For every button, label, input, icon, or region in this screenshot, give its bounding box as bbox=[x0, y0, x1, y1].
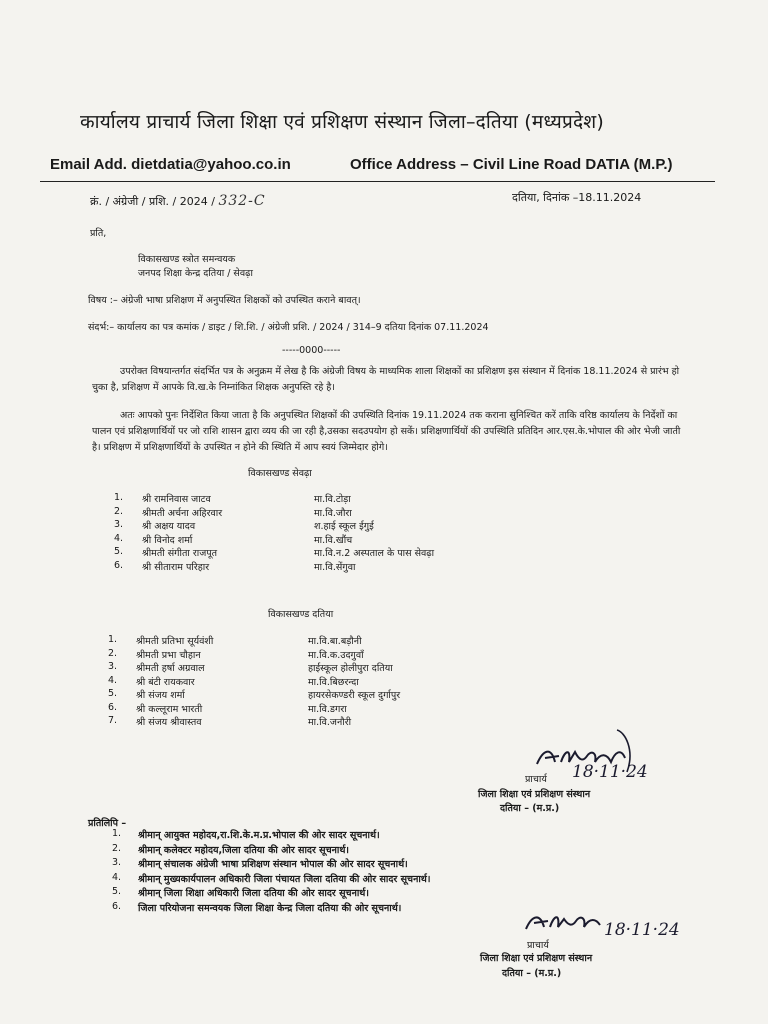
teacher-row bbox=[108, 634, 528, 648]
letter-date: दतिया, दिनांक –18.11.2024 bbox=[512, 191, 642, 204]
copy-row bbox=[90, 843, 550, 858]
teacher-number: 2. bbox=[108, 647, 118, 659]
teacher-number: 6. bbox=[114, 559, 124, 571]
copy-recipient: जिला परियोजना समन्वयक जिला शिक्षा केन्द्र जिला दतिया की ओर सूचनार्थ। bbox=[138, 902, 402, 914]
teacher-name: श्रीमती हर्षा अग्रवाल bbox=[136, 663, 205, 674]
copies-list bbox=[90, 828, 550, 915]
copy-number: 6. bbox=[112, 900, 122, 912]
recipient-line-2: जनपद शिक्षा केन्द्र दतिया / सेवढ़ा bbox=[138, 268, 253, 279]
datia-teacher-list bbox=[108, 634, 528, 729]
signature-1-line-2: दतिया – (म.प्र.) bbox=[500, 803, 560, 814]
separator: -----0000----- bbox=[282, 345, 341, 356]
copy-recipient: श्रीमान् मुख्यकार्यपालन अधिकारी जिला पंचायत जिला दतिया की ओर सादर सूचनार्थ। bbox=[138, 873, 431, 885]
teacher-number: 3. bbox=[114, 519, 124, 530]
teacher-name: श्री विनोद शर्मा bbox=[142, 534, 193, 546]
teacher-school: मा.वि.न.2 अस्पताल के पास सेवढ़ा bbox=[314, 548, 435, 559]
copy-row bbox=[90, 857, 550, 872]
copies-label: प्रतिलिपि – bbox=[88, 818, 127, 829]
teacher-number: 1. bbox=[108, 634, 118, 645]
teacher-number: 2. bbox=[114, 505, 124, 517]
copy-recipient: श्रीमान् आयुक्त महोदय,रा.शि.के.म.प्र.भोपाल की ओर सादर सूचनार्थ। bbox=[138, 830, 380, 841]
teacher-name: श्री रामनिवास जाटव bbox=[142, 494, 211, 505]
teacher-row bbox=[114, 506, 534, 520]
signature-1-line-1: जिला शिक्षा एवं प्रशिक्षण संस्थान bbox=[478, 789, 591, 800]
signature-2-title: प्राचार्य bbox=[527, 940, 549, 951]
teacher-school: हायरसेकण्डरी स्कूल दुर्गापुर bbox=[308, 690, 401, 701]
teacher-school: हाईस्कूल होलीपुरा दतिया bbox=[308, 663, 393, 674]
teacher-number: 6. bbox=[108, 701, 118, 713]
teacher-number: 4. bbox=[114, 532, 124, 544]
office-address: Office Address – Civil Line Road DATIA (M.P.) bbox=[350, 156, 673, 173]
to-label: प्रति, bbox=[90, 228, 107, 239]
teacher-school: मा.वि.टोड़ा bbox=[314, 494, 351, 505]
reference-number-prefix: क्रं. / अंग्रेजी / प्रशि. / 2024 / bbox=[90, 195, 215, 208]
copy-number: 3. bbox=[112, 857, 122, 868]
signature-2-date: 18·11·24 bbox=[604, 920, 680, 940]
teacher-number: 4. bbox=[108, 674, 118, 686]
teacher-row bbox=[108, 702, 528, 716]
teacher-school: मा.वि.जौरा bbox=[314, 507, 352, 519]
teacher-name: श्रीमती संगीता राजपूत bbox=[142, 548, 218, 559]
email-address: Email Add. dietdatia@yahoo.co.in bbox=[50, 156, 291, 173]
teacher-name: श्री सीताराम परिहार bbox=[142, 561, 210, 573]
teacher-school: मा.वि.बिछरन्दा bbox=[308, 676, 359, 688]
teacher-name: श्री अक्षय यादव bbox=[142, 521, 196, 532]
teacher-name: श्रीमती प्रतिभा सूर्यवंशी bbox=[136, 636, 214, 647]
teacher-name: श्री संजय श्रीवास्तव bbox=[136, 717, 202, 728]
copy-recipient: श्रीमान् संचालक अंग्रेजी भाषा प्रशिक्षण संस्थान भोपाल की ओर सादर सूचनार्थ। bbox=[138, 859, 408, 870]
teacher-number: 7. bbox=[108, 715, 118, 726]
copy-row bbox=[90, 901, 550, 916]
copy-number: 5. bbox=[112, 886, 122, 897]
sewda-heading: विकासखण्ड सेवढ़ा bbox=[248, 468, 312, 479]
reference-number bbox=[90, 193, 266, 209]
teacher-number: 5. bbox=[114, 546, 124, 557]
copy-recipient: श्रीमान् जिला शिक्षा अधिकारी जिला दतिया की ओर सादर सूचनार्थ। bbox=[138, 888, 369, 899]
teacher-number: 3. bbox=[108, 661, 118, 672]
signature-2-line-2: दतिया – (म.प्र.) bbox=[502, 968, 562, 979]
copy-number: 2. bbox=[112, 842, 122, 854]
teacher-row bbox=[114, 492, 534, 506]
teacher-school: मा.वि.जनौरी bbox=[308, 717, 352, 728]
reference-number-handwritten: 332-C bbox=[218, 193, 266, 209]
teacher-school: श.हाई स्कूल ईगुई bbox=[314, 521, 374, 532]
body-paragraph-1: उपरोक्त विषयान्तर्गत संदर्भित पत्र के अनुक्रम में लेख है कि अंग्रेजी विषय के माध्यमिक शाला शिक्षकों का प्रशिक्षण इस संस्थान में दिनांक 18.11.2024 से प्रारंभ हो चुका है, प्रशिक्षण में आपके वि.ख.के निम्नांकित शिक्षक अनुपस्ति रहे है। bbox=[92, 366, 680, 393]
copy-recipient: श्रीमान् कलेक्टर महोदय,जिला दतिया की ओर सादर सूचनार्थ। bbox=[138, 844, 350, 856]
copy-row bbox=[90, 828, 550, 843]
teacher-row bbox=[108, 688, 528, 702]
copy-number: 1. bbox=[112, 828, 122, 839]
copy-number: 4. bbox=[112, 871, 122, 883]
teacher-name: श्री संजय शर्मा bbox=[136, 690, 185, 701]
teacher-row bbox=[114, 546, 534, 560]
signature-1-title: प्राचार्य bbox=[525, 774, 547, 785]
header-divider bbox=[40, 181, 715, 182]
teacher-school: मा.वि.बा.बड़ौनी bbox=[308, 636, 362, 647]
subject-line: विषय :– अंग्रेजी भाषा प्रशिक्षण में अनुपस्थित शिक्षकों को उपस्थित कराने बावत्। bbox=[88, 295, 361, 306]
teacher-row bbox=[108, 715, 528, 729]
office-title: कार्यालय प्राचार्य जिला शिक्षा एवं प्रशिक्षण संस्थान जिला–दतिया (मध्यप्रदेश) bbox=[80, 111, 605, 133]
teacher-school: मा.वि.डगरा bbox=[308, 703, 347, 715]
teacher-name: श्री कल्लूराम भारती bbox=[136, 703, 203, 715]
teacher-school: मा.वि.क.उदगुवाँ bbox=[308, 649, 364, 661]
teacher-row bbox=[114, 560, 534, 574]
teacher-number: 5. bbox=[108, 688, 118, 699]
teacher-row bbox=[108, 648, 528, 662]
teacher-school: मा.वि.खौंच bbox=[314, 534, 353, 546]
signature-1-date: 18·11·24 bbox=[572, 762, 648, 782]
copy-row bbox=[90, 886, 550, 901]
teacher-number: 1. bbox=[114, 492, 124, 503]
teacher-school: मा.वि.सेंगुवा bbox=[314, 561, 356, 573]
reference-line: संदर्भ:– कार्यालय का पत्र कमांक / डाइट / शि.शि. / अंग्रेजी प्रशि. / 2024 / 314–9 दतिया दिनांक 07.11.2024 bbox=[88, 322, 489, 333]
sewda-teacher-list bbox=[114, 492, 534, 573]
recipient-line-1: विकासखण्ड स्त्रोत समन्वयक bbox=[138, 254, 236, 265]
copy-row bbox=[90, 872, 550, 887]
teacher-name: श्रीमती प्रभा चौहान bbox=[136, 649, 201, 661]
teacher-row bbox=[108, 675, 528, 689]
teacher-row bbox=[114, 519, 534, 533]
teacher-name: श्रीमती अर्चना अहिरवार bbox=[142, 507, 223, 519]
teacher-name: श्री बंटी रायकवार bbox=[136, 676, 195, 688]
signature-2-line-1: जिला शिक्षा एवं प्रशिक्षण संस्थान bbox=[480, 953, 593, 964]
body-paragraph-2: अतः आपको पुनः निर्देशित किया जाता है कि अनुपस्थित शिक्षकों की उपस्थिति दिनांक 19.11.2024 तक कराना सुनिश्चित करें ताकि वरिष्ठ कार्यालय के निर्देशों का पालन एवं प्रशिक्षणार्थियों पर जो राशि शासन द्वारा व्यय की जा रही है,उसका सदउपयोग हो सकें। प्रशिक्षणार्थियों की उपस्थिति प्रतिदिन आर.एस.के.भोपाल की ओर भेजी जाती है। प्रशिक्षण में प्रशिक्षणार्थियों के उपस्थित न होने की स्थिति में आप स्वयं जिम्मेदार होगे। bbox=[92, 410, 681, 453]
teacher-row bbox=[108, 661, 528, 675]
teacher-row bbox=[114, 533, 534, 547]
datia-heading: विकासखण्ड दतिया bbox=[268, 609, 334, 620]
